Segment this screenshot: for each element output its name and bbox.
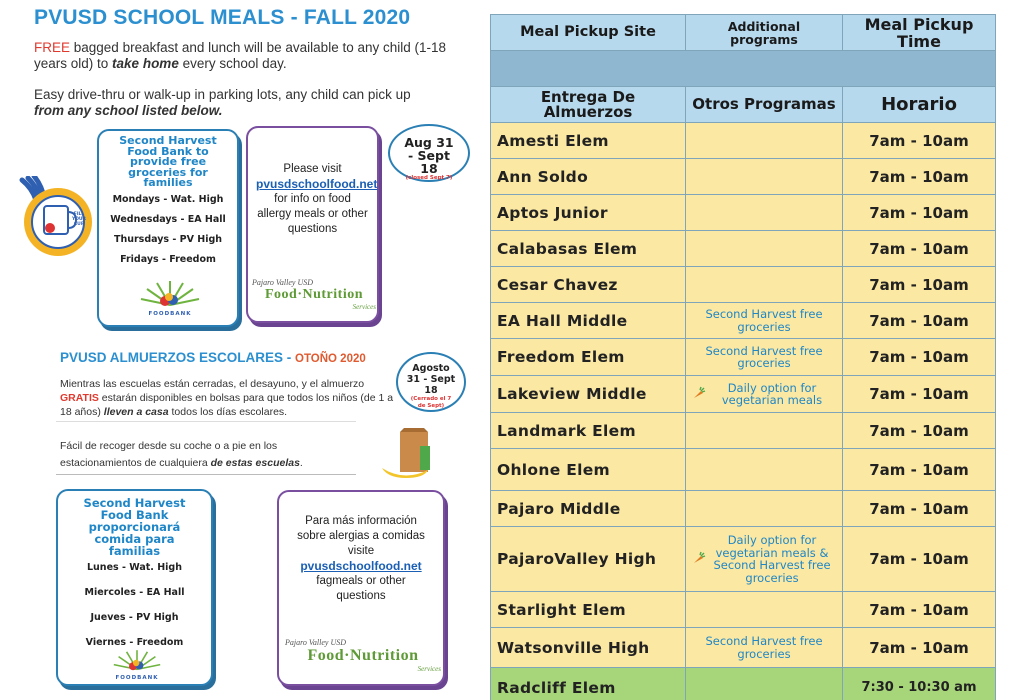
site-name: EA Hall Middle [491,303,686,339]
table-header-es [491,87,996,123]
meal-pickup-table-panel [490,14,995,700]
table-row [491,491,996,527]
allergy-info-text: Please visit pvusdschoolfood.net for info on food allergy meals or other questions [256,163,378,235]
pickup-time: 7am - 10am [843,449,996,491]
pickup-time: 7am - 10am [843,195,996,231]
additional-program [686,491,843,527]
pickup-time: 7am - 10am [843,628,996,668]
additional-program [686,231,843,267]
additional-program [686,159,843,195]
site-name: Lakeview Middle [491,376,686,413]
table-row [491,527,996,592]
foodbank-card-title-es: Second Harvest Food Bank proporcionará comida para familias [83,496,186,558]
table-row [491,668,996,700]
table-row [491,267,996,303]
site-name: Watsonville High [491,628,686,668]
additional-program [686,267,843,303]
pickup-time: 7am - 10am [843,592,996,628]
food-nutrition-logo: Pajaro Valley USD Food·Nutrition Services [252,278,376,311]
site-name: Cesar Chavez [491,267,686,303]
pvusd-food-link[interactable]: pvusdschoolfood.net [256,177,378,191]
day-item: Miercoles - EA Hall [84,587,185,598]
pickup-time: 7am - 10am [843,376,996,413]
table-row [491,592,996,628]
header-site: Meal Pickup Site [491,15,686,51]
table-row [491,449,996,491]
site-name: Ann Soldo [491,159,686,195]
allergy-info-text-es: Para más información sobre alergias a comidas visite pvusdschoolfood.net fagmeals or other questions [297,515,425,602]
site-name: Pajaro Middle [491,491,686,527]
food-nutrition-logo: Pajaro Valley USD Food·Nutrition Services [285,638,441,673]
foodbank-logo: FOODBANK [104,647,170,681]
spanish-paragraph-1: Mientras las escuelas están cerradas, el desayuno, y el almuerzo GRATIS estarán disponibles en bolsas para que todos los niños (de 1 a 18 años) lleven a casa todos los días escolares. [60,378,394,418]
site-name: Amesti Elem [491,123,686,159]
table-row [491,159,996,195]
table-row [491,339,996,376]
table-row [491,303,996,339]
additional-program [686,668,843,700]
table-body [491,123,996,700]
additional-program: Daily option for vegetarian meals & Second Harvest free groceries [686,527,843,592]
additional-program [686,195,843,231]
divider [56,421,356,422]
additional-program [686,449,843,491]
flyer-panel [0,0,480,700]
foodbank-days-es [58,562,211,648]
table-row [491,123,996,159]
pickup-time: 7am - 10am [843,527,996,592]
pickup-time: 7am - 10am [843,339,996,376]
day-item: Viernes - Freedom [85,637,184,648]
date-badge-es: Agosto 31 - Sept 18 (Cerrado el 7 de Sept) [396,352,466,412]
additional-program [686,592,843,628]
header-site-es: Entrega De Almuerzos [491,87,686,123]
additional-program: Second Harvest free groceries [686,303,843,339]
day-item: Jueves - PV High [90,612,179,623]
carrot-icon [692,551,706,568]
pickup-time: 7am - 10am [843,267,996,303]
day-item: Thursdays - PV High [113,233,223,245]
pickup-time: 7am - 10am [843,413,996,449]
table-header-en [491,15,996,51]
day-item: Lunes - Wat. High [86,562,182,573]
pickup-time: 7am - 10am [843,303,996,339]
site-name: Radcliff Elem [491,668,686,700]
header-time: Meal Pickup Time [843,15,996,51]
table-row [491,413,996,449]
header-programs-es: Otros Programas [686,87,843,123]
day-item: Mondays - Wat. High [112,193,224,205]
foodbank-card [97,129,239,327]
table-row [491,231,996,267]
day-item: Fridays - Freedom [120,253,216,265]
table-row [491,376,996,413]
lunch-bag-icon [380,428,444,478]
divider [56,474,356,475]
site-name: Freedom Elem [491,339,686,376]
foodbank-logo: FOODBANK [137,277,203,321]
site-name: PajaroValley High [491,527,686,592]
site-name: Aptos Junior [491,195,686,231]
site-name: Starlight Elem [491,592,686,628]
foodbank-card-title: Second Harvest Food Bank to provide free groceries for families [119,134,217,189]
additional-program [686,413,843,449]
pickup-time: 7:30 - 10:30 am [843,668,996,700]
spanish-title: PVUSD ALMUERZOS ESCOLARES - OTOÑO 2020 [60,350,366,365]
pickup-time: 7am - 10am [843,231,996,267]
site-name: Landmark Elem [491,413,686,449]
spanish-paragraph-2: Fácil de recoger desde su coche o a pie en los estacionamientos de cualquiera de estas escuelas. [60,440,303,469]
foodbank-card-es [56,489,213,686]
flyer-title: PVUSD SCHOOL MEALS - FALL 2020 [34,6,411,29]
pickup-paragraph: Easy drive-thru or walk-up in parking lots, any child can pick up from any school listed below. [34,87,411,118]
additional-program [686,123,843,159]
fill-your-cup-logo: FILL YOUR CUP [14,176,94,258]
intro-paragraph: FREE bagged breakfast and lunch will be available to any child (1-18 years old) to take home every school day. [34,40,447,71]
additional-program: Second Harvest free groceries [686,339,843,376]
header-programs: Additional programs [686,15,843,51]
date-badge: Aug 31 - Sept 18 (closed Sept 7) [388,124,470,182]
foodbank-days [99,194,237,265]
carrot-icon [692,386,706,403]
site-name: Ohlone Elem [491,449,686,491]
meal-pickup-table [490,14,996,700]
additional-program: Daily option for vegetarian meals [686,376,843,413]
pvusd-food-link-es[interactable]: pvusdschoolfood.net [300,559,422,573]
pickup-time: 7am - 10am [843,159,996,195]
header-time-es: Horario [843,87,996,123]
additional-program: Second Harvest free groceries [686,628,843,668]
pickup-time: 7am - 10am [843,491,996,527]
site-name: Calabasas Elem [491,231,686,267]
table-row [491,195,996,231]
allergy-info-card [246,126,379,323]
day-item: Wednesdays - EA Hall [110,213,226,225]
pickup-time: 7am - 10am [843,123,996,159]
allergy-info-card-es [277,490,445,686]
table-row [491,628,996,668]
